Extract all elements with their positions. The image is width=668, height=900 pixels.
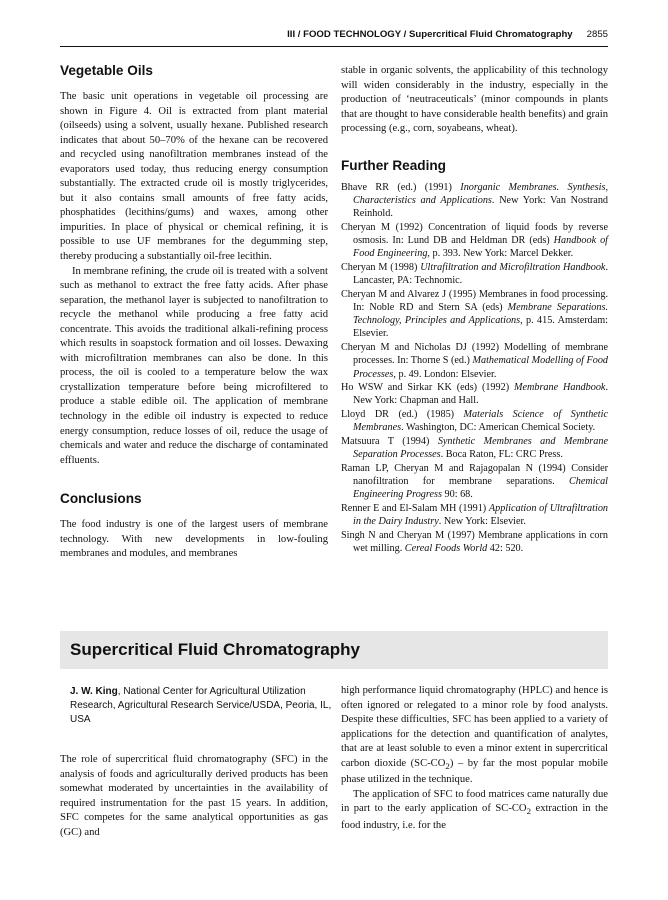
reference-item: Bhave RR (ed.) (1991) Inorganic Membranes. Synthesis, Characteristics and Applications. New York: Van Nostrand Reinhold.: [341, 181, 609, 220]
reference-item: Cheryan M and Alvarez J (1995) Membranes in food processing. In: Noble RD and Stern SA (eds) Membrane Separations. Technology, Principles and Applications, p. 415. Amsterdam: Elsevier.: [341, 288, 608, 340]
reference-item: Lloyd DR (ed.) (1985) Materials Science of Synthetic Membranes. Washington, DC: American Chemical Society.: [341, 409, 608, 434]
reference-item: Cheryan M (1998) Ultrafiltration and Microfiltration Handbook. Lancaster, PA: Technomic.: [341, 261, 608, 287]
running-header-title: III / FOOD TECHNOLOGY / Supercritical Fluid Chromatography: [287, 29, 573, 40]
conclusions-heading: Conclusions: [60, 491, 142, 507]
further-reading-heading: Further Reading: [341, 157, 446, 173]
article-title-banner: [60, 631, 608, 669]
sfc-paragraph-2: The application of SFC to food matrices came naturally due in part to the early application of $SC-CO_2$ extraction in the food industry, i.e. for the: [341, 788, 608, 832]
author-name: J. W. King: [70, 686, 118, 697]
reference-item: Renner E and El-Salam MH (1991) Application of Ultrafiltration in the Dairy Industry. New York: Elsevier.: [341, 503, 609, 528]
vegetable-oils-paragraph-2: In membrane refining, the crude oil is treated with a solvent such as methanol to extract the free fatty acids. After phase separation, the methanol layer is subjected to nanofiltration to recycle the methanol while producing a free fatty acid concentrate. This avoids the traditional alkali-refining process which results in soapstock formation and oil losses. Dewaxing with microfiltration membranes can also be done. In this process, the oil is cooled to a temperature below the wax crystallization temperature before being microfiltered to produce a stable edible oil. The application of membrane technology in the edible oil industry is expected to reduce energy consumption, reduce losses of oil, reduce the usage of chemicals and water and reduce the discharge of contaminated effluents.: [60, 265, 328, 466]
sfc-left-column: [60, 753, 328, 840]
reference-item: Raman LP, Cheryan M and Rajagopalan N (1994) Consider nanofiltration for membrane separations. Chemical Engineering Progress 90: 68.: [341, 463, 608, 501]
running-header: [60, 28, 608, 47]
sfc-right-column: [341, 684, 608, 834]
page-number: 2855: [586, 29, 608, 40]
author-affiliation: , National Center for Agricultural Utilization Research, Agricultural Research Service/USDA, Peoria, IL, USA: [70, 686, 332, 725]
vegetable-oils-heading: Vegetable Oils: [60, 63, 153, 78]
sfc-paragraph-1-continued: high performance liquid chromatography (HPLC) and hence is often ignored or relegated to a minor role by food analysts. Despite these difficulties, SFC has been applied to a variety of applications for the detection and quantification of analytes, that are at least soluble to even a minor extent in supercritical carbon dioxide $(SC-CO_2)$ – by far the most popular mobile phase utilized in the technique.: [341, 685, 608, 786]
reference-item: Cheryan M and Nicholas DJ (1992) Modelling of membrane processes. In: Thorne S (ed.) Mathematical Modelling of Food Processes, p. 49. London: Elsevier.: [341, 342, 609, 380]
reference-item: Singh N and Cheryan M (1997) Membrane applications in corn wet milling. Cereal Foods World 42: 520.: [341, 530, 608, 555]
author-block: [70, 685, 332, 727]
sfc-paragraph-1: The role of supercritical fluid chromatography (SFC) in the analysis of foods and agriculturally derived products has been somewhat moderated by uncertainties in the availability of required instrumentation for the past 15 years. In addition, SFC competes for the same analytical opportunities as gas (GC) and: [60, 754, 328, 838]
article-title: Supercritical Fluid Chromatography: [70, 640, 360, 659]
reference-list: [341, 181, 608, 556]
vegetable-oils-paragraph-1: The basic unit operations in vegetable oil processing are shown in Figure 4. Oil is extracted from plant material (oilseeds) using a solvent, usually hexane. Published research indicates that about 50–70% of the hexane can be recovered and recycled using nanofiltration membranes instead of the evaporators used today, thus reducing energy consumption substantially. The extracted crude oil is mostly triglycerides, but it also contains small amounts of free fatty acids, phosphatides (lecithins/gums) and waxes, among other impurities. In place of physical or chemical refining, it is possible to use UF membranes for the degumming step, thereby producing a substantially oil-free lecithin.: [60, 91, 328, 263]
conclusions-paragraph: The food industry is one of the largest users of membrane technology. With new developments in low-fouling membranes and modules, and membranes: [60, 519, 328, 560]
reference-item: Cheryan M (1992) Concentration of liquid foods by reverse osmosis. In: Lund DB and Heldman DR (eds) Handbook of Food Engineering, p. 393. New York: Marcel Dekker.: [341, 221, 608, 260]
right-column: [341, 64, 608, 556]
reference-item: Ho WSW and Sirkar KK (eds) (1992) Membrane Handbook. New York: Chapman and Hall.: [341, 382, 609, 407]
reference-item: Matsuura T (1994) Synthetic Membranes and Membrane Separation Processes. Boca Raton, FL: CRC Press.: [341, 436, 608, 461]
left-column: [60, 62, 328, 562]
conclusions-paragraph-continued: stable in organic solvents, the applicability of this technology will widen considerably in the industry, especially in the production of ‘neutraceuticals’ (minor compounds in plants that are thought to have considerable health benefits) and grain processing (e.g., corn, soyabeans, wheat).: [341, 65, 608, 135]
